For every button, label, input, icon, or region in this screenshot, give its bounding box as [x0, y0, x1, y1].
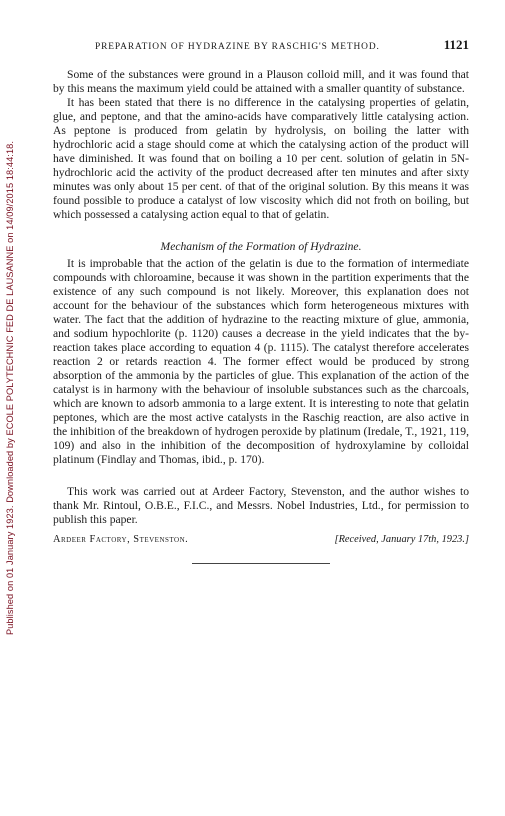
affiliation: Ardeer Factory, Stevenston.: [53, 534, 189, 546]
paragraph-catalysing-properties: It has been stated that there is no difference in the catalysing properties of gelatin, glue, and peptone, and that the amino-acids have comparatively little catalysing action. As peptone is produced from gelatin by hydrolysis, on boiling the latter with hydrochloric acid a stage should come at which the catalysing action of the product will have diminished. It was found that on boiling a 10 per cent. solution of gelatin in 5N-hydrochloric acid the activity of the product decreased after ten minutes and after sixty minutes was only about 15 per cent. of that of the original solution. By this means it was found possible to produce a catalyst of low viscosity which did not froth on boiling, but which possessed a catalysing action equal to that of gelatin.: [53, 96, 469, 222]
page-number: 1121: [443, 37, 469, 52]
watermark-text: Published on 01 January 1923. Downloaded by ECOLE POLYTECHNIC FED DE LAUSANNE on 14/09/2015 18:44:18.: [5, 140, 16, 636]
journal-page: [53, 38, 469, 564]
paragraph-mechanism: It is improbable that the action of the gelatin is due to the formation of intermediate compounds with chloroamine, because it was shown in the partition experiments that the existence of any such compound is not likely. Moreover, this explanation does not account for the behaviour of the substances which form heterogeneous mixtures with water. The fact that the addition of hydrazine to the reacting mixture of glue, ammonia, and sodium hypochlorite (p. 1120) causes a decrease in the yield indicates that the by-reaction takes place according to equation 4 (p. 1115). The catalyst therefore accelerates reaction 2 or retards reaction 4. The former effect would be produced by strong absorption of the ammonia by the particles of glue. This explanation of the action of the catalyst is in harmony with the behaviour of insoluble substances such as the charcoals, which are known to adsorb ammonia to a large extent. It is interesting to note that gelatin peptones, which are the most active catalysts in the Raschig reaction, are also active in the inhibition of the breakdown of hydrogen peroxide by platinum (Iredale, T., 1921, 119, 109) and also in the inhibition of the decomposition of hydroxylamine by colloidal platinum (Findlay and Thomas, ibid., p. 170).: [53, 256, 469, 467]
download-watermark: [3, 8, 17, 768]
article-footer: [53, 533, 469, 547]
running-head: PREPARATION OF HYDRAZINE BY RASCHIG'S METHOD.: [95, 42, 380, 52]
end-rule: [192, 563, 330, 564]
paragraph-colloid-mill: Some of the substances were ground in a Plauson colloid mill, and it was found that by this means the maximum yield could be attained with a smaller quantity of substance.: [53, 68, 469, 96]
paragraph-acknowledgement: This work was carried out at Ardeer Factory, Stevenston, and the author wishes to thank Mr. Rintoul, O.B.E., F.I.C., and Messrs. Nobel Industries, Ltd., for permission to publish this paper.: [53, 485, 469, 527]
received-date: [Received, January 17th, 1923.]: [334, 534, 469, 546]
page-header: [53, 38, 469, 58]
section-heading: Mechanism of the Formation of Hydrazine.: [160, 239, 362, 253]
